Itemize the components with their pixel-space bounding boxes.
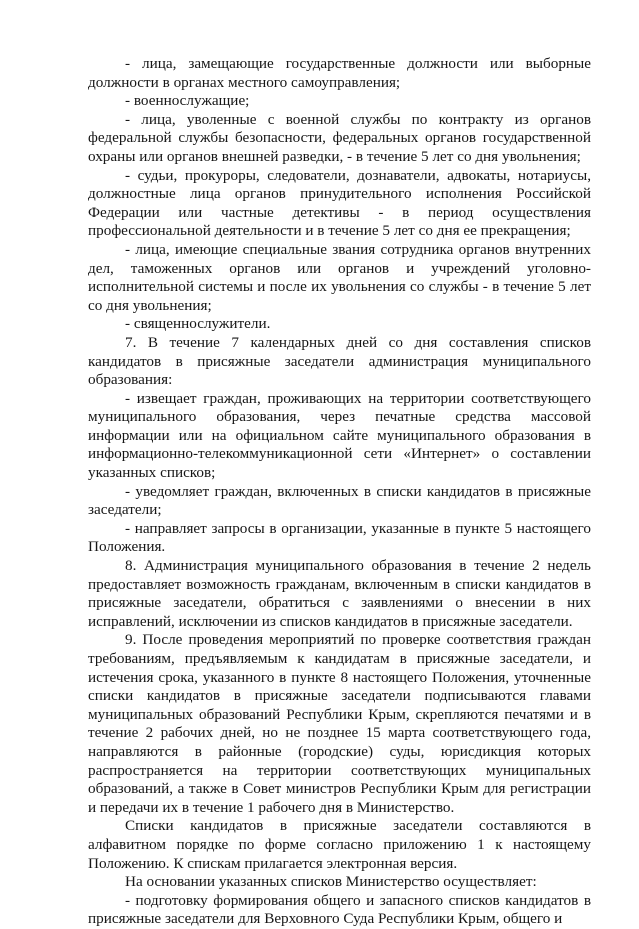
- clause-8: 8. Администрация муниципального образования в течение 2 недель предоставляет возможность гражданам, включенным в списки кандидатов в присяжные заседатели, обратиться с заявлениями о внесении в них исправлений, исключении из списков кандидатов в присяжные заседатели.: [88, 557, 591, 630]
- clause-7: 7. В течение 7 календарных дней со дня составления списков кандидатов в присяжные заседатели администрация муниципального образования:: [88, 333, 591, 389]
- clause-7-send-requests: - направляет запросы в организации, указанные в пункте 5 настоящего Положения.: [88, 519, 591, 556]
- list-item-discharged: - лица, уволенные с военной службы по контракту из органов федеральной службы безопасности, федеральных органов государственной охраны или органов внешней разведки, - в течение 5 лет со дня увольнения;: [88, 110, 591, 165]
- list-item-military: - военнослужащие;: [125, 92, 250, 110]
- clause-9: 9. После проведения мероприятий по проверке соответствия граждан требованиям, предъявляемым к кандидатам в присяжные заседатели, и истечения срока, указанного в пункте 8 настоящего Положения, уточненные списки кандидатов в присяжные заседатели подписываются главами муниципальных образований Республики Крым, скрепляются печатями и в течение 2 рабочих дней, но не позднее 15 марта соответствующего года, направляются в районные (городские) суды, юрисдикция которых распространяется на территории соответствующих муниципальных образований, а также в Совет министров Республики Крым для регистрации и передачи их в течение 1 рабочего дня в Министерство.: [88, 631, 591, 816]
- paragraph-alphabetical-lists: Списки кандидатов в присяжные заседатели составляются в алфавитном порядке по форме согласно приложению 1 к настоящему Положению. К спискам прилагается электронная версия.: [88, 817, 591, 872]
- list-item-general-list: - подготовку формирования общего и запасного списков кандидатов в присяжные заседатели для Верховного Суда Республики Крым, общего и: [88, 891, 591, 928]
- clause-7-notify-citizens: - уведомляет граждан, включенных в списки кандидатов в присяжные заседатели;: [88, 482, 591, 519]
- list-item-special-ranks: - лица, имеющие специальные звания сотрудника органов внутренних дел, таможенных органов или органов и учреждений уголовно-исполнительной системы и после их увольнения со службы - в течение 5 лет со дня увольнения;: [88, 240, 591, 314]
- list-item-officials: - лица, замещающие государственные должности или выборные должности в органах местного самоуправления;: [88, 55, 591, 91]
- clause-7-notify-public: - извещает граждан, проживающих на территории соответствующего муниципального образования, через печатные средства массовой информации или на официальном сайте муниципального образования в информационно-телекоммуникационной сети «Интернет» о составлении указанных списков;: [88, 389, 591, 482]
- paragraph-ministry-duties: На основании указанных списков Министерство осуществляет:: [125, 873, 537, 891]
- document-page: [88, 55, 591, 929]
- list-item-judges: - судьи, прокуроры, следователи, дознаватели, адвокаты, нотариусы, должностные лица органов принудительного исполнения Российской Федерации или частные детективы - в период осуществления профессиональной деятельности и в течение 5 лет со дня ее прекращения;: [88, 166, 591, 240]
- list-item-clergy: - священнослужители.: [125, 315, 271, 333]
